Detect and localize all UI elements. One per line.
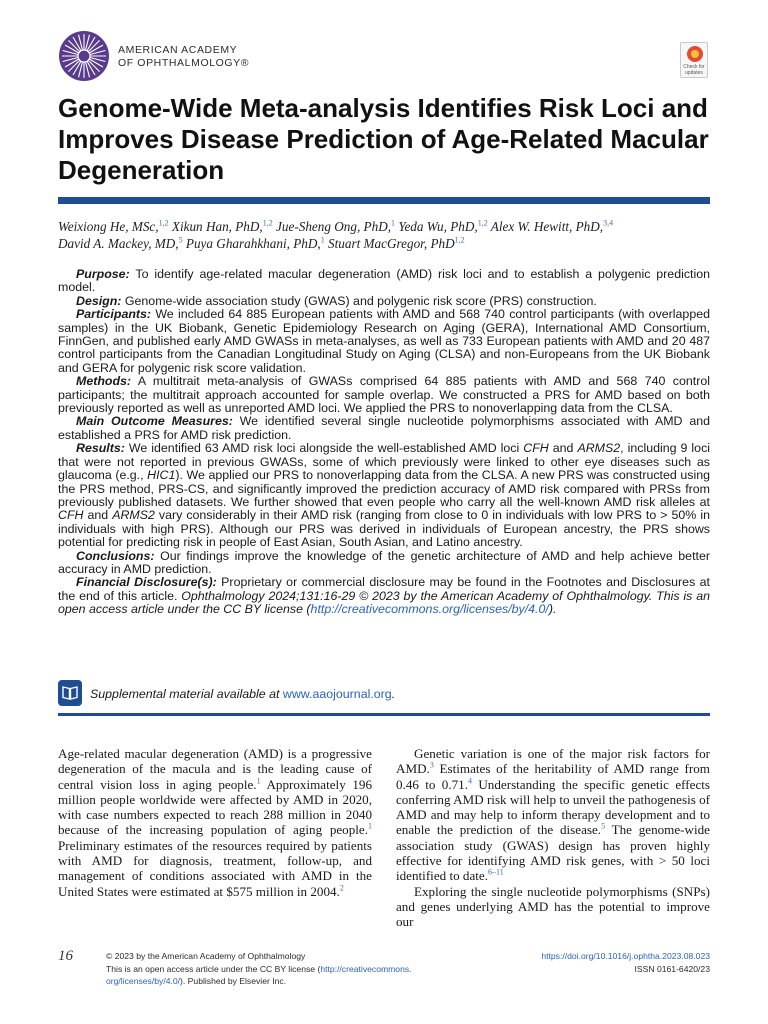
author-affiliation[interactable]: 5 [178,235,183,245]
body-text: Genetic variation is one of the major risk factors for AMD. [396,746,710,777]
abstract-label: Methods: [76,374,132,389]
abstract-participants [58,308,710,375]
title-rule [58,197,710,204]
author-name: Puya Gharahkhani, PhD, [185,236,321,251]
supplemental-link[interactable]: www.aaojournal.org [282,687,392,701]
reference-link[interactable]: 6–11 [488,868,504,878]
author-affiliation[interactable]: 1,2 [477,218,488,228]
footer-license-line [106,975,446,988]
abstract-label: Design: [76,293,122,308]
abstract-text: We included 64 885 European patients with AMD and 568 740 control participants (with overlapped samples) in the UK Biobank, Genetic Epidemiology Research on Aging (GERA), International AMD Consortium, FinnGen, and published early AMD GWASs in meta-analyses, as well as 733 European patients with AMD and 20 487 control participants from the Canadian Longitudinal Study on Aging (CLSA) and non-Europeans from the UK Biobank and GERA for polygenic risk score validation. [58,307,710,375]
author-affiliation[interactable]: 1 [391,218,396,228]
author-affiliation[interactable]: 1,2 [262,218,273,228]
abstract-methods [58,375,710,415]
gene-name: ARMS2 [577,441,621,456]
abstract-text: ). We applied our PRS to nonoverlapping data from the CLSA. A new PRS was constructed using the PRS method, PRS-CS, and significantly improved the prediction accuracy of AMD risk compared with PRSs from previously published datasets. We further showed that even people who carry all the well-known AMD risk alleles at [58,468,710,509]
author-name: Yeda Wu, PhD, [398,219,478,234]
journal-header [58,30,708,90]
gene-name: ARMS2 [112,508,155,523]
abstract-label: Conclusions: [76,548,155,563]
org-name-line1: AMERICAN ACADEMY [118,44,238,56]
book-icon [58,680,82,706]
author-name: Jue-Sheng Ong, PhD, [276,219,392,234]
abstract-label: Financial Disclosure(s): [76,575,217,590]
abstract-citation-end: ). [548,602,557,617]
author-name: Xikun Han, PhD, [171,219,263,234]
author-name: Alex W. Hewitt, PhD, [490,219,604,234]
footer-license-link[interactable]: org/licenses/by/4.0/ [106,976,181,986]
page-number: 16 [58,948,73,964]
supplemental-text [90,687,395,701]
abstract-rule [58,713,710,716]
abstract-text: and [552,441,574,456]
abstract-text: Our findings improve the knowledge of the genetic architecture of AMD and help achieve better accuracy in AMD prediction. [58,548,710,576]
footer-identifiers [541,950,710,975]
abstract-label: Participants: [76,307,152,322]
reference-link[interactable]: 2 [339,883,344,893]
org-name-line2: OF OPHTHALMOLOGY® [118,57,250,69]
aao-logo-icon [58,30,110,82]
footer-copyright-line: © 2023 by the American Academy of Ophthalmology [106,951,306,961]
body-text: Approximately 196 million people worldwide were affected by AMD in 2020, with case numbers expected to reach 288 million in 2040 because of the increasing population of aging people. [58,776,373,838]
supplemental-note [58,680,710,708]
author-name: Stuart MacGregor, PhD [328,236,455,251]
reference-link[interactable]: 5 [601,822,606,832]
body-text: Age-related macular degeneration (AMD) is a progressive degeneration of the macula and is the leading cause of central vision loss in aging people. [58,746,372,792]
abstract-purpose [58,268,710,295]
gene-name: CFH [523,441,549,456]
author-name: David A. Mackey, MD, [58,236,179,251]
org-name [118,44,249,70]
reference-link[interactable]: 4 [467,776,472,786]
author-list [58,218,718,252]
abstract-text: vary considerably in their AMD risk (ranging from close to 0 in individuals with low PRS to > 50% in individuals with high PRS). Although our PRS was derived in individuals of European ancestry, the PRS shows potential for predicting risk in people of East Asian, South Asian, and Latino ancestry. [58,508,710,550]
issn: ISSN 0161-6420/23 [634,963,710,974]
abstract-label: Results: [76,441,125,456]
reference-link[interactable]: 1 [368,822,372,832]
abstract-text: Genome-wide association study (GWAS) and polygenic risk score (PRS) construction. [124,293,597,308]
body-text: The genome-wide association study (GWAS) design has proven highly effective for identifying AMD risk genes, with > 50 loci identified to date. [396,822,710,884]
body-paragraph: Exploring the single nucleotide polymorphisms (SNPs) and genes underlying AMD has the potential to improve our [396,883,710,930]
crossmark-icon [687,46,703,62]
abstract [58,268,710,617]
abstract-text: We identified 63 AMD risk loci alongside the well-established AMD loci [128,441,520,456]
body-column-right [396,746,710,930]
abstract-label: Purpose: [76,267,130,281]
abstract-design [58,295,710,308]
author-affiliation[interactable]: 1,2 [454,235,465,245]
abstract-conclusions [58,550,710,577]
crossmark-label: Check for updates [683,64,705,76]
abstract-text: Proprietary or commercial disclosure may be found in the Footnotes and Disclosures at the end of this article. [58,575,711,603]
author-affiliation[interactable]: 3,4 [603,218,614,228]
footer-license-link[interactable]: http://creativecommons. [320,963,412,974]
abstract-text: A multitrait meta-analysis of GWASs comprised 64 885 patients with AMD and 568 740 control participants; the multitrait approach accounted for sample overlap. We constructed a PRS for AMD based on both previously reported as well as unreported AMD loci. We applied the PRS to nonoverlapping data from the CLSA. [58,374,710,416]
gene-name: CFH [58,508,84,523]
body-text: Estimates of the heritability of AMD range from 0.46 to 0.71. [396,761,710,792]
abstract-results [58,442,710,549]
footer-license-text: This is an open access article under the CC BY license ( [106,963,321,974]
author-affiliation[interactable]: 1,2 [158,218,169,228]
supplemental-label: Supplemental material available at [90,687,280,701]
body-paragraph [396,746,710,884]
reference-link[interactable]: 1 [256,776,261,786]
body-paragraph [58,746,372,899]
abstract-disclosure [58,576,710,616]
body-column-left [58,746,372,899]
author-name: Weixiong He, MSc, [58,219,159,234]
supplemental-end: . [391,687,396,701]
author-affiliation[interactable]: 1 [320,235,325,245]
abstract-text: , including 9 loci that were not reported in previous GWASs, some of which previously were linked to other eye diseases such as glaucoma (e.g., [58,441,711,483]
abstract-text: and [87,508,109,523]
reference-link[interactable]: 3 [429,760,434,770]
footer-license-text: ). Published by Elsevier Inc. [180,976,287,986]
gene-name: HIC1 [147,468,176,483]
article-title: Genome-Wide Meta-analysis Identifies Risk Loci and Improves Disease Prediction of Age-Related Macular Degeneration [58,93,709,185]
license-link[interactable]: http://creativecommons.org/licenses/by/4.0/ [310,602,549,617]
abstract-label: Main Outcome Measures: [76,414,233,429]
abstract-text: We identified several single nucleotide polymorphisms associated with AMD and established a PRS for AMD risk prediction. [58,414,710,442]
check-for-updates-badge[interactable] [680,42,708,78]
footer-copyright [106,950,446,988]
body-text: Understanding the specific genetic effects conferring AMD risk will help to unveil the pathogenesis of AMD and may help to inform therapy development and to enable the prediction of the disease. [396,776,710,838]
abstract-citation: Ophthalmology 2024;131:16-29 © 2023 by the American Academy of Ophthalmology. This is an open access article under the CC BY license ( [58,588,710,617]
footer-license-line [106,963,446,976]
abstract-outcome [58,415,710,442]
body-text: Preliminary estimates of the resources required by patients with AMD for diagnosis, treatment, follow-up, and management of conditions associated with AMD in the United States were estimated at $575 million in 2004. [58,837,372,899]
abstract-text: To identify age-related macular degeneration (AMD) risk loci and to establish a polygenic prediction model. [58,267,711,295]
doi-link[interactable]: https://doi.org/10.1016/j.ophtha.2023.08.023 [541,951,710,961]
